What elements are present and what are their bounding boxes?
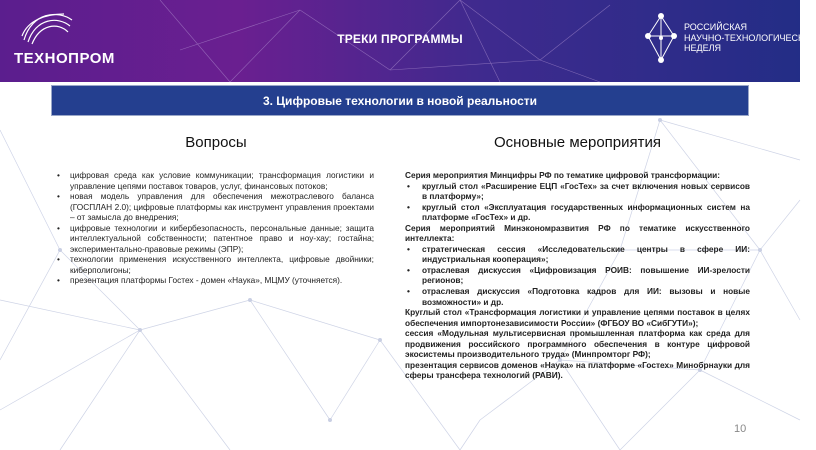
event-list-item: • отраслевая дискуссия «Подготовка кадров для ИИ: вызовы и новые возможности» и др. [407, 286, 750, 307]
bullet-dot-icon: • [57, 170, 60, 180]
questions-heading: Вопросы [185, 134, 247, 151]
bullet-dot-icon: • [57, 254, 60, 265]
page-number: 10 [734, 423, 747, 435]
section-title-band [51, 85, 749, 116]
russian-science-week-logo-text: РОССИЙСКАЯ НАУЧНО-ТЕХНОЛОГИЧЕСКАЯ НЕДЕЛЯ [684, 22, 816, 53]
section-title: 3. Цифровые технологии в новой реальности [262, 94, 538, 108]
list-item: • цифровая среда как условие коммуникации; трансформация логистики и управление цепями поставок товаров, услуг, финансовых потоков; [57, 170, 374, 191]
bullet-dot-icon: • [407, 201, 410, 212]
event-list-item: • отраслевая дискуссия «Цифровизация РОИВ: повышение ИИ-зрелости регионов; [407, 264, 750, 286]
bullet-dot-icon: • [407, 243, 410, 254]
bullet-dot-icon: • [407, 180, 410, 191]
russian-science-week-logo [640, 10, 816, 72]
events-list [405, 170, 750, 381]
list-item: • новая модель управления для обеспечения межотраслевого баланса (ГОСПЛАН 2.0); цифровые платформы как инструмент управления проектами – от замысла до внедрения; [57, 191, 374, 223]
header-banner [0, 0, 816, 82]
molecule-logo-icon [640, 10, 682, 70]
event-paragraph: презентация сервисов доменов «Наука» на платформе «Гостех» Минобрнауки для сферы трансфера технологий (РАВИ). [405, 359, 750, 381]
bullet-dot-icon: • [57, 275, 60, 286]
events-heading: Основные мероприятия [493, 134, 661, 151]
list-item: • презентация платформы Гостех - домен «Наука», МЦМУ (уточняется). [57, 275, 343, 286]
bullet-dot-icon: • [57, 222, 60, 233]
event-paragraph: Серия мероприятий Минэкономразвития РФ по тематике искусственного интеллекта: [405, 222, 750, 244]
bullet-dot-icon: • [57, 191, 60, 202]
bullet-dot-icon: • [407, 264, 410, 275]
technoprom-logo-text: ТЕХНОПРОМ [14, 50, 115, 67]
event-paragraph: Серия мероприятия Минцифры РФ по тематике цифровой трансформации: [405, 170, 721, 180]
page-title: ТРЕКИ ПРОГРАММЫ [337, 32, 463, 46]
bullet-dot-icon: • [407, 286, 410, 297]
list-item: • технологии применения искусственного интеллекта, цифровые двойники; киберполигоны; [57, 254, 374, 275]
list-item: • цифровые технологии и кибербезопасность, персональные данные; защита интеллектуальной собственности; патентное право и ноу-хау; гостайна; экспериментально-правовые режимы (ЭПР); [57, 222, 374, 254]
event-list-item: • круглый стол «Расширение ЕЦП «ГосТех» за счет включения новых сервисов в платформу»; [407, 180, 750, 202]
questions-list [51, 170, 374, 286]
event-list-item: • стратегическая сессия «Исследовательские центры в сфере ИИ: индустриальная кооперация»; [407, 243, 750, 265]
event-list-item: • круглый стол «Эксплуатация государственных информационных систем на платформе «ГосТех» и др. [407, 201, 750, 223]
event-paragraph: сессия «Модульная мультисервисная промышленная платформа как среда для продвижения российского программного обеспечения в контуре цифровой экосистемы производительного труда» (Минпромторг РФ); [405, 328, 750, 360]
event-paragraph: Круглый стол «Трансформация логистики и управление цепями поставок в целях обеспечения импортонезависимости России» (ФГБОУ ВО «СибГУТИ»); [405, 307, 750, 328]
